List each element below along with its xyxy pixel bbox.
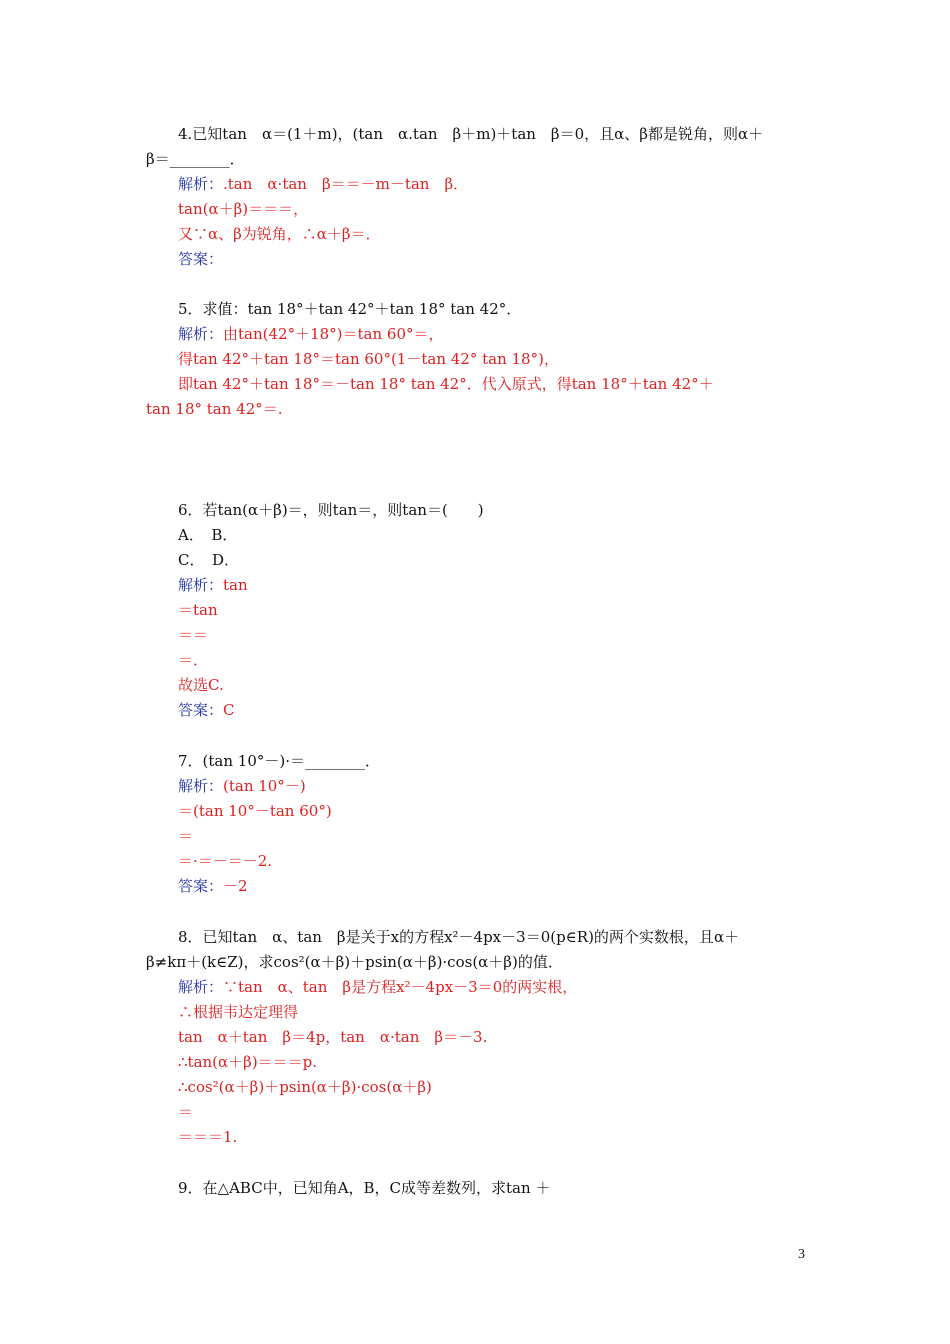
problem-5-solution-line-3: 即tan 42°＋tan 18°＝－tan 18° tan 42°．代入原式，得tan 18°＋tan 42°＋ [178,375,714,393]
problem-5-question: 5．求值：tan 18°＋tan 42°＋tan 18° tan 42°． [178,300,522,318]
solution-text: (tan 10°－) [223,777,306,795]
answer-value: －2 [223,877,248,895]
problem-6-answer [178,700,235,720]
problem-6-options-cd: C． D． [178,551,240,569]
problem-4-question-line-1: 4.已知tan α＝(1＋m)，(tan α.tan β＋m)＋tan β＝0，且α、β都是锐角，则α＋ [178,125,764,143]
solution-label: 解析： [178,325,224,343]
problem-5-solution-line-1 [178,324,444,344]
problem-7-question: 7．(tan 10°－)·＝________． [178,752,381,770]
problem-8-solution-line-7: ＝＝＝1. [178,1128,238,1146]
problem-4-question-line-2: β＝________． [146,150,245,168]
answer-label: 答案： [178,877,224,895]
page-number: 3 [798,1247,805,1262]
problem-6-solution-line-5: 故选C. [178,676,224,694]
solution-label: 解析： [178,576,224,594]
problem-5-solution-line-4: tan 18° tan 42°＝. [146,400,283,418]
problem-7-solution-line-1 [178,776,306,796]
solution-text: 由tan(42°＋18°)＝tan 60°＝， [223,325,444,343]
problem-5-solution-line-2: 得tan 42°＋tan 18°＝tan 60°(1－tan 42° tan 18°)， [178,350,559,368]
problem-4-solution-line-3: 又∵α、β为锐角，∴α＋β＝． [178,225,381,243]
problem-7-solution-line-4: ＝·＝－＝－2. [178,852,273,870]
problem-8-solution-line-4: ∴tan(α＋β)＝＝＝p. [178,1053,318,1071]
solution-text: ∵tan α、tan β是方程x²－4px－3＝0的两实根， [223,978,578,996]
problem-7-solution-line-2: ＝(tan 10°－tan 60°) [178,802,332,820]
problem-6-solution-line-4: ＝． [178,651,209,669]
answer-label: 答案： [178,701,224,719]
problem-6-question: 6．若tan(α＋β)＝，则tan＝，则tan＝( ) [178,501,484,519]
problem-4-answer [178,249,223,269]
problem-8-solution-line-5: ∴cos²(α＋β)＋psin(α＋β)·cos(α＋β) [178,1078,432,1096]
problem-7-solution-line-3: ＝ [178,827,194,845]
problem-8-solution-line-6: ＝ [178,1103,194,1121]
solution-label: 解析： [178,175,224,193]
solution-label: 解析： [178,978,224,996]
problem-8-solution-line-3: tan α＋tan β＝4p，tan α·tan β＝－3. [178,1028,488,1046]
answer-value: C [223,701,235,719]
solution-text: tan [223,576,248,594]
problem-9-question: 9．在△ABC中，已知角A，B，C成等差数列，求tan ＋ [178,1179,551,1197]
problem-7-answer [178,876,248,896]
problem-6-solution-line-1 [178,575,248,595]
problem-6-options-ab: A． B． [178,526,238,544]
problem-6-solution-line-3: ＝＝ [178,626,209,644]
problem-4-solution-line-2: tan(α＋β)＝＝＝， [178,200,309,218]
problem-6-solution-line-2: ＝tan [178,601,218,619]
solution-text: .tan α·tan β＝＝－m－tan β． [223,175,469,193]
solution-label: 解析： [178,777,224,795]
problem-8-solution-line-2: ∴根据韦达定理得 [178,1003,299,1021]
answer-label: 答案： [178,250,224,268]
problem-8-question-line-1: 8．已知tan α、tan β是关于x的方程x²－4px－3＝0(p∈R)的两个实数根，且α＋ [178,928,740,946]
problem-8-question-line-2: β≠kπ＋(k∈Z)，求cos²(α＋β)＋psin(α＋β)·cos(α＋β)的值． [146,953,563,971]
problem-8-solution-line-1 [178,977,577,997]
problem-4-solution-line-1 [178,174,468,194]
